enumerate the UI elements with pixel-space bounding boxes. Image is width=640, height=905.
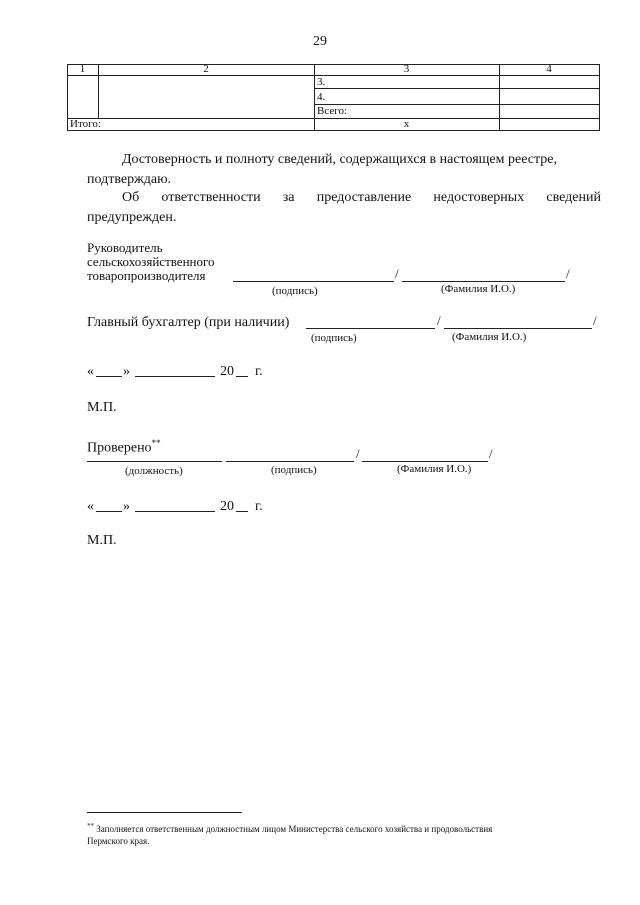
responsibility-word: сведений	[546, 190, 601, 205]
responsibility-word: за	[282, 190, 295, 205]
head-name-line	[402, 281, 565, 282]
date-day-line	[96, 511, 122, 512]
table-border-bottom	[67, 130, 600, 131]
table-cell-row-3: 3.	[317, 76, 326, 88]
table-header-divider	[67, 75, 600, 76]
date-open-quote: «	[87, 364, 94, 379]
page-number: 29	[313, 34, 327, 49]
checked-label-text: Проверено	[87, 440, 152, 456]
table-row-divider	[314, 88, 600, 89]
footnote-text: Заполняется ответственным должностным лицом Министерства сельского хозяйства и продовольствия	[96, 824, 493, 834]
confirmation-line-2: подтверждаю.	[87, 172, 172, 187]
responsibility-word: ответственности	[161, 190, 261, 205]
checked-name-caption: (Фамилия И.О.)	[397, 463, 472, 475]
confirmation-line-4: предупрежден.	[87, 210, 177, 225]
register-table	[67, 64, 600, 131]
date-day-line	[96, 376, 122, 377]
footnote-line-2: Пермского края.	[87, 836, 150, 846]
checked-position-line	[87, 461, 222, 462]
checked-label	[87, 433, 161, 459]
responsibility-word: предоставление	[316, 190, 412, 205]
date-year-line	[236, 376, 248, 377]
checked-footnote-mark: **	[151, 438, 161, 448]
head-label-line-3: товаропроизводителя	[87, 268, 206, 283]
checked-signature-line	[226, 461, 354, 462]
slash-separator: /	[356, 446, 360, 461]
accountant-name-caption: (Фамилия И.О.)	[452, 331, 527, 343]
stamp-place-2: М.П.	[87, 533, 117, 548]
footnote-separator	[87, 812, 242, 813]
table-header-2: 2	[203, 63, 209, 75]
accountant-name-line	[444, 328, 592, 329]
date-year-suffix: г.	[255, 499, 263, 514]
table-border-right	[599, 64, 600, 131]
accountant-signature-line	[306, 328, 435, 329]
head-signature-line	[233, 281, 394, 282]
date-open-quote: «	[87, 499, 94, 514]
date-month-line	[135, 376, 215, 377]
responsibility-word: недостоверных	[433, 190, 525, 205]
slash-separator: /	[593, 313, 597, 328]
table-cell-total-all: Всего:	[317, 105, 348, 117]
head-label-line-1: Руководитель	[87, 240, 163, 255]
accountant-label: Главный бухгалтер (при наличии)	[87, 315, 290, 330]
checked-signature-caption: (подпись)	[271, 464, 317, 476]
slash-separator: /	[395, 266, 399, 281]
footnote-mark: **	[87, 822, 94, 830]
confirmation-line-1: Достоверность и полноту сведений, содержащихся в настоящем реестре,	[122, 152, 557, 167]
head-label-line-2: сельскохозяйственного	[87, 254, 215, 269]
head-name-caption: (Фамилия И.О.)	[441, 283, 516, 295]
table-row-divider	[314, 104, 600, 105]
date-year-line	[236, 511, 248, 512]
date-close-quote: »	[123, 364, 130, 379]
table-header-1: 1	[79, 63, 86, 75]
table-header-4: 4	[546, 63, 552, 75]
table-cell-row-4: 4.	[317, 91, 326, 103]
date-month-line	[135, 511, 215, 512]
slash-separator: /	[489, 446, 493, 461]
responsibility-line	[122, 188, 601, 208]
slash-separator: /	[566, 266, 570, 281]
checked-position-caption: (должность)	[125, 465, 183, 477]
accountant-signature-caption: (подпись)	[311, 332, 357, 344]
head-signature-caption: (подпись)	[272, 285, 318, 297]
date-year-prefix: 20	[220, 364, 234, 379]
table-total-x: х	[403, 118, 410, 130]
date-year-suffix: г.	[255, 364, 263, 379]
stamp-place-1: М.П.	[87, 400, 117, 415]
checked-name-line	[362, 461, 488, 462]
table-total-label: Итого:	[70, 118, 101, 130]
slash-separator: /	[437, 313, 441, 328]
responsibility-word: Об	[122, 190, 140, 205]
table-header-3: 3	[403, 63, 410, 75]
date-year-prefix: 20	[220, 499, 234, 514]
footnote-line-1	[87, 819, 600, 836]
date-close-quote: »	[123, 499, 130, 514]
